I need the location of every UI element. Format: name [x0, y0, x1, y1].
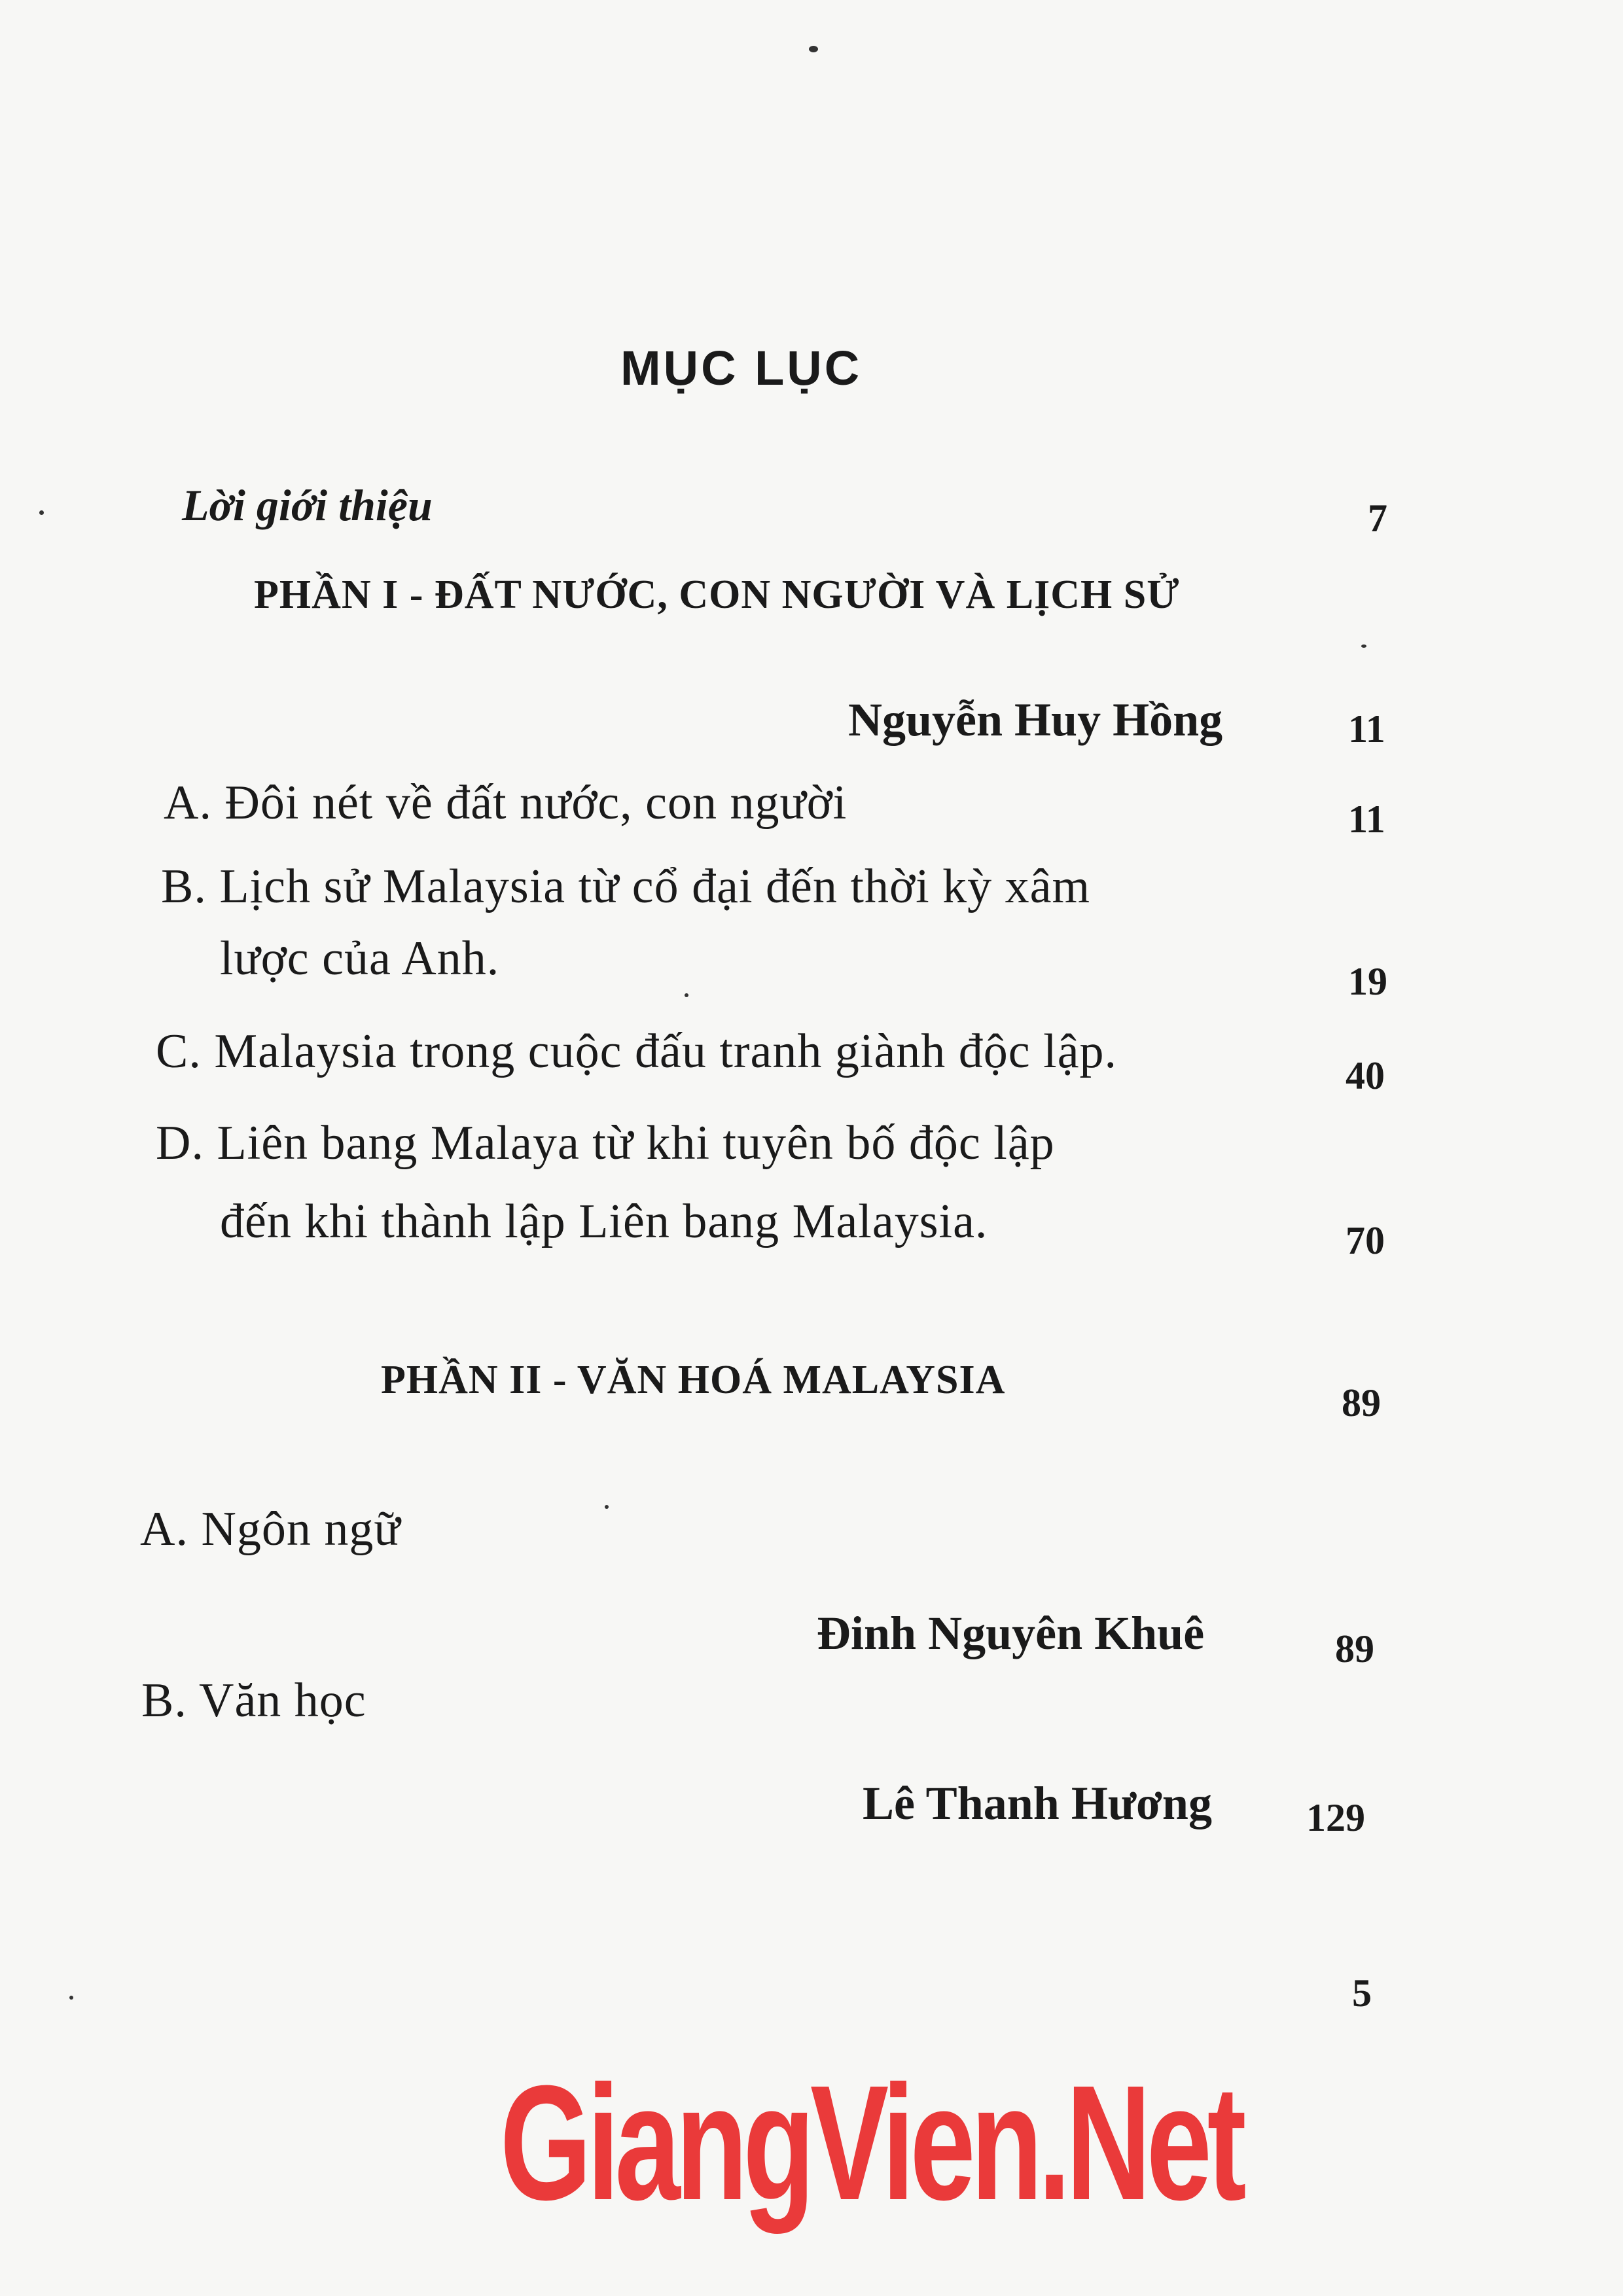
intro-label: Lời giới thiệu	[182, 480, 433, 530]
section-b-author: Lê Thanh Hương	[863, 1777, 1212, 1829]
part1-author: Nguyễn Huy Hồng	[848, 694, 1223, 746]
watermark-logo: GiangVien.Net	[500, 2051, 1242, 2234]
section-a-page: 89	[1335, 1627, 1374, 1670]
section-b-label: B. Văn học	[141, 1674, 366, 1727]
entry-b-page: 19	[1348, 960, 1387, 1003]
part2-heading: PHẦN II - VĂN HOÁ MALAYSIA	[381, 1358, 1006, 1402]
entry-b-line2: lược của Anh.	[220, 932, 500, 985]
entry-c-page: 40	[1346, 1054, 1385, 1097]
page-title: MỤC LỤC	[620, 341, 863, 395]
part1-author-page: 11	[1348, 707, 1385, 751]
entry-d-page: 70	[1346, 1219, 1385, 1262]
entry-c-line1: C. Malaysia trong cuộc đấu tranh giành độc lập.	[156, 1025, 1118, 1078]
scan-speck	[809, 46, 818, 52]
entry-d-line1: D. Liên bang Malaya từ khi tuyên bố độc lập	[156, 1116, 1055, 1170]
part2-page: 89	[1342, 1381, 1381, 1424]
scan-speck	[1361, 645, 1366, 648]
scan-speck	[605, 1505, 609, 1509]
entry-a-line1: A. Đôi nét về đất nước, con người	[164, 776, 847, 830]
entry-a-page: 11	[1348, 798, 1385, 841]
section-a-label: A. Ngôn ngữ	[140, 1502, 401, 1556]
intro-page: 7	[1368, 497, 1387, 540]
page-number: 5	[1352, 1971, 1372, 2015]
scan-speck	[685, 993, 688, 997]
scan-speck	[39, 510, 44, 515]
entry-b-line1: B. Lịch sử Malaysia từ cổ đại đến thời kỳ xâm	[161, 860, 1091, 913]
part1-heading: PHẦN I - ĐẤT NƯỚC, CON NGƯỜI VÀ LỊCH SỬ	[254, 573, 1180, 617]
entry-d-line2: đến khi thành lập Liên bang Malaysia.	[220, 1195, 988, 1248]
section-a-author: Đinh Nguyên Khuê	[817, 1607, 1205, 1659]
section-b-page: 129	[1306, 1796, 1365, 1839]
scan-speck	[69, 1996, 73, 2000]
